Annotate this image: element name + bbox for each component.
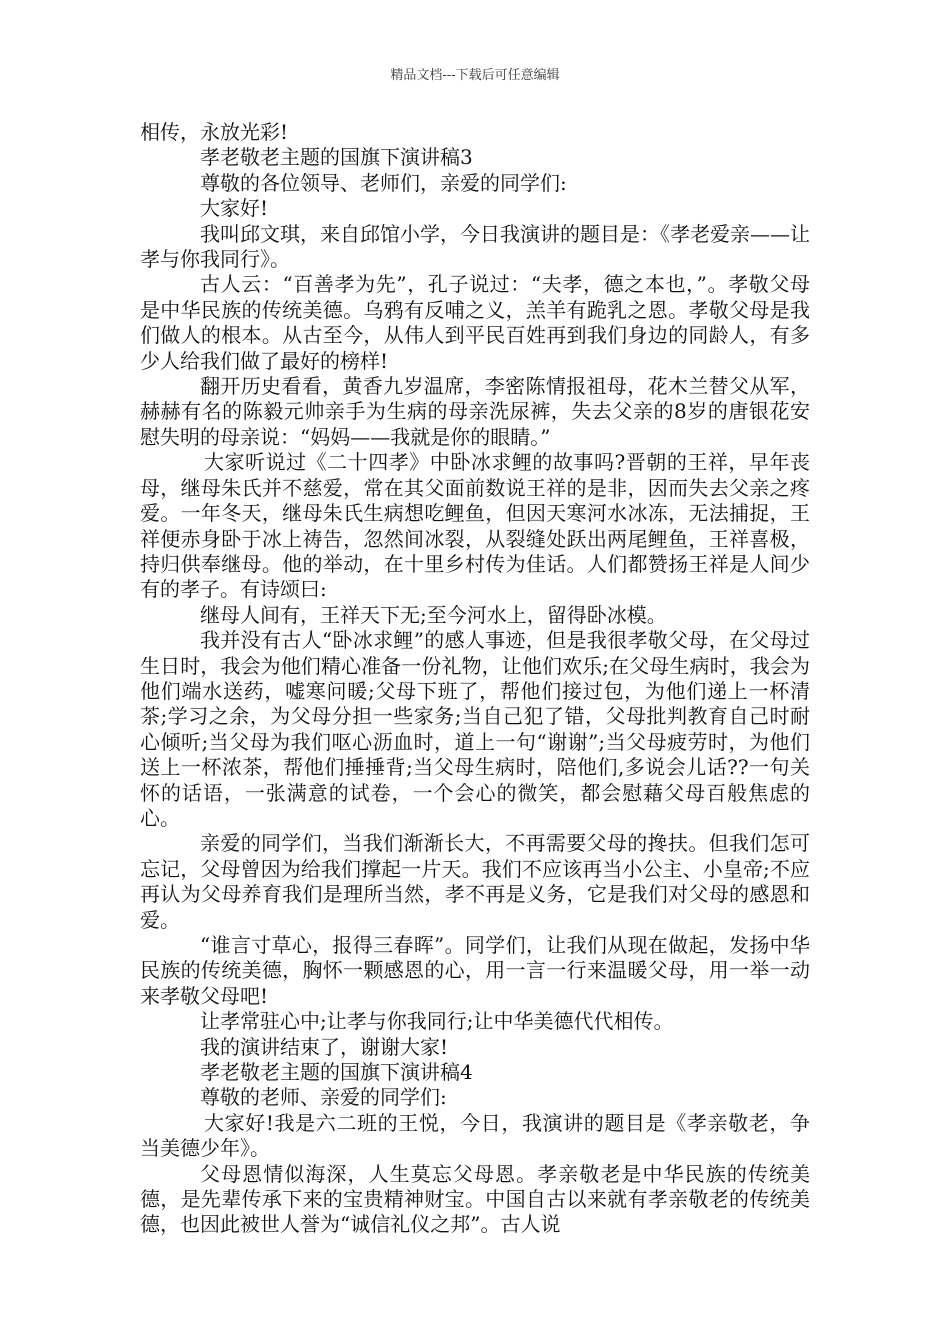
paragraph: 大家听说过《二十四孝》中卧冰求鲤的故事吗?晋朝的王祥，早年丧母，继母朱氏并不慈爱，常在其父面前数说王祥的是非，因而失去父亲之疼爱。一年冬天，继母朱氏生病想吃鲤鱼，但因天寒河水冰冻，无法捕捉，王祥便赤身卧于冰上祷告，忽然间冰裂，从裂缝处跃出两尾鲤鱼，王祥喜极，持归供奉继母。他的举动，在十里乡村传为佳话。人们都赞扬王祥是人间少有的孝子。有诗颂曰: [140,450,810,602]
paragraph: 亲爱的同学们，当我们渐渐长大，不再需要父母的搀扶。但我们怎可忘记，父母曾因为给我们撑起一片天。我们不应该再当小公主、小皇帝;不应再认为父母养育我们是理所当然，孝不再是义务，它是我们对父母的感恩和爱。 [140,831,810,932]
paragraph: “谁言寸草心，报得三春晖”。同学们，让我们从现在做起，发扬中华民族的传统美德，胸怀一颗感恩的心，用一言一行来温暖父母，用一举一动来孝敬父母吧! [140,933,810,1008]
salutation: 尊敬的老师、亲爱的同学们: [200,1085,447,1110]
paragraph: 我并没有古人“卧冰求鲤”的感人事迹，但是我很孝敬父母，在父母过生日时，我会为他们精心准备一份礼物，让他们欢乐;在父母生病时，我会为他们端水送药，嘘寒问暖;父母下班了，帮他们接过包，为他们递上一杯清茶;学习之余，为父母分担一些家务;当自己犯了错，父母批判教育自己时耐心倾听;当父母为我们呕心沥血时，道上一句“谢谢”;当父母疲劳时，为他们送上一杯浓茶，帮他们捶捶背;当父母生病时，陪他们,多说会儿话??一句关怀的话语，一张满意的试卷，一个会心的微笑，都会慰藉父母百般焦虑的心。 [140,628,810,830]
section-heading: 孝老敬老主题的国旗下演讲稿4 [200,1060,473,1085]
paragraph: 古人云：“百善孝为先”，孔子说过：“夫孝，德之本也，”。孝敬父母是中华民族的传统美德。乌鸦有反哺之义，羔羊有跪乳之恩。孝敬父母是我们做人的根本。从古至今，从伟人到平民百姓再到我们身边的同龄人，有多少人给我们做了最好的榜样! [140,272,810,373]
greeting: 大家好! [200,196,269,221]
section-heading: 孝老敬老主题的国旗下演讲稿3 [200,145,473,170]
paragraph: 让孝常驻心中;让孝与你我同行;让中华美德代代相传。 [200,1009,674,1034]
salutation: 尊敬的各位领导、老师们，亲爱的同学们: [200,170,567,195]
page-header: 精品文档---下载后可任意编辑 [390,68,560,83]
paragraph: 父母恩情似海深，人生莫忘父母恩。孝亲敬老是中华民族的传统美德，是先辈传承下来的宝贵精神财宝。中国自古以来就有孝亲敬老的传统美德，也因此被世人誉为“诚信礼仪之邦”。古人说 [140,1161,810,1237]
paragraph: 大家好!我是六二班的王悦，今日，我演讲的题目是《孝亲敬老，争当美德少年》。 [140,1110,810,1161]
paragraph: 翻开历史看看，黄香九岁温席，李密陈情报祖母，花木兰替父从军，赫赫有名的陈毅元帅亲手为生病的母亲洗尿裤，失去父亲的8岁的唐银花安慰失明的母亲说：“妈妈——我就是你的眼睛。” [140,374,810,449]
poem-line: 继母人间有，王祥天下无;至今河水上，留得卧冰模。 [200,602,667,627]
paragraph: 我的演讲结束了，谢谢大家! [200,1034,449,1059]
paragraph: 相传，永放光彩! [140,120,289,144]
document-body [140,120,810,1238]
paragraph: 我叫邱文琪，来自邱馆小学，今日我演讲的题目是：《孝老爱亲——让孝与你我同行》。 [140,221,810,272]
